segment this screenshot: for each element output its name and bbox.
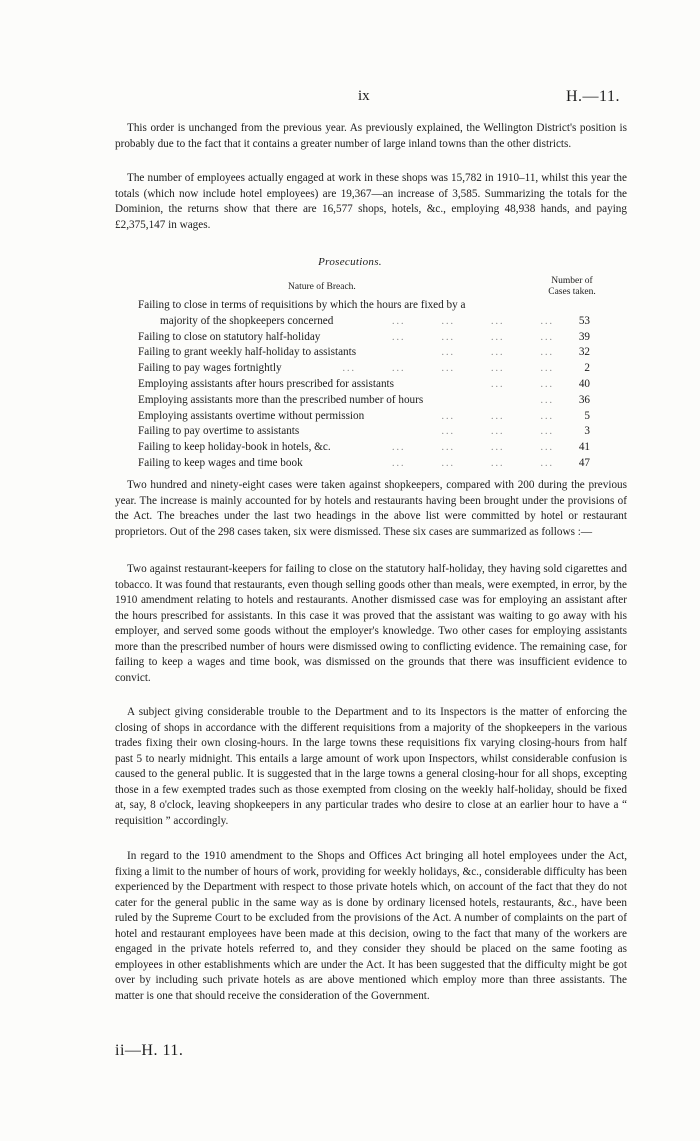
dot-leader: ... ... bbox=[491, 378, 554, 390]
breach-row bbox=[138, 424, 590, 440]
paragraph: Two hundred and ninety-eight cases were taken against shopkeepers, compared with 200 during the previous year. The increase is mainly accounted for by hotels and restaurants having been brought under the provisions of the Act. The breaches under the last two headings in the above list were committed by hotel or restaurant proprietors. Out of the 298 cases taken, six were dismissed. These six cases are summarized as follows :— bbox=[115, 479, 627, 538]
case-count: 2 bbox=[584, 362, 590, 375]
case-count: 39 bbox=[578, 330, 590, 343]
dot-leader: ... ... ... bbox=[441, 426, 554, 438]
breach-label: Employing assistants after hours prescribed for assistants bbox=[138, 377, 395, 390]
dot-leader: ... ... ... ... bbox=[392, 331, 554, 343]
breach-label: Failing to pay overtime to assistants bbox=[138, 425, 300, 438]
case-count: 40 bbox=[578, 377, 590, 390]
paragraph: Two against restaurant-keepers for failing to close on the statutory half-holiday, they having sold cigarettes and tobacco. It was found that restaurants, even though selling goods other than meals, were exempted, in error, by the 1910 amendment relating to hotels and restaurants. Another dismissed case was for employing an assistant after the hours prescribed for assistants. In this case it was proved that the assistant was waiting to go away with his employer, and served some goods without the employer's knowledge. Two other cases for employing assistants more than the prescribed number of hours were dismissed owing to conflicting evidence. The remaining case, for failing to keep a wages and time book, was dismissed on the grounds that there was insufficient evidence to convict. bbox=[115, 563, 627, 684]
paragraph: This order is unchanged from the previous year. As previously explained, the Wellington District's position is probably due to the fact that it contains a greater number of large inland towns than the other districts. bbox=[115, 122, 627, 150]
dot-leader: ... ... ... ... bbox=[392, 442, 554, 454]
breach-row bbox=[138, 314, 590, 330]
dot-leader: ... ... ... bbox=[441, 347, 554, 359]
case-count: 47 bbox=[578, 456, 590, 469]
breach-label: Failing to close in terms of requisitions by which the hours are fixed by a bbox=[138, 299, 466, 311]
breach-row bbox=[138, 377, 590, 393]
breach-row bbox=[138, 361, 590, 377]
dot-leader: ... ... ... ... bbox=[392, 457, 554, 469]
breach-label: Employing assistants overtime without permission bbox=[138, 409, 365, 422]
breach-label: Failing to grant weekly half-holiday to assistants bbox=[138, 346, 357, 359]
dot-leader: ... ... ... bbox=[441, 410, 554, 422]
column-header-nature: Nature of Breach. bbox=[288, 282, 356, 292]
paragraph: The number of employees actually engaged at work in these shops was 15,782 in 1910–11, whilst this year the totals (which now include hotel employees) are 19,367—an increase of 3,585. Summarizing the totals for the Dominion, the returns show that there are 16,577 shops, hotels, &c., employing 48,938 hands, and paying £2,375,147 in wages. bbox=[115, 172, 627, 231]
breach-label: Failing to close on statutory half-holiday bbox=[138, 330, 321, 343]
breach-label: Failing to keep holiday-book in hotels, &c. bbox=[138, 441, 331, 454]
breach-label: Employing assistants more than the prescribed number of hours bbox=[138, 393, 424, 406]
case-count: 36 bbox=[578, 393, 590, 406]
breach-row bbox=[138, 298, 590, 314]
breach-row bbox=[138, 393, 590, 409]
paragraph: In regard to the 1910 amendment to the Shops and Offices Act bringing all hotel employees under the Act, fixing a limit to the number of hours of work, providing for weekly holidays, &c., considerable difficulty has been experienced by the Department with respect to those private hotels which, on account of the fact that they do not cater for the general public in the same way as is done by ordinary licensed hotels, restaurants, &c., have been ruled by the Supreme Court to be excluded from the provisions of the Act. A number of complaints on the part of hotel and restaurant employees have been made at this decision, owing to the fact that many of the workers are engaged in the private hotels referred to, and they consider they should be placed on the same footing as employees in other establishments which are under the Act. It has been suggested that the difficulty might be got over by including such private hotels as are above mentioned which employ more than three assistants. The matter is one that should receive the consideration of the Government. bbox=[115, 850, 627, 1002]
case-count: 3 bbox=[584, 425, 590, 438]
breach-row bbox=[138, 330, 590, 346]
dot-leader: ... bbox=[540, 394, 554, 406]
case-count: 53 bbox=[578, 314, 590, 327]
breach-label: majority of the shopkeepers concerned bbox=[160, 314, 334, 327]
breach-label: Failing to pay wages fortnightly bbox=[138, 362, 282, 375]
breach-label: Failing to keep wages and time book bbox=[138, 456, 303, 469]
dot-leader: ... ... ... ... ... bbox=[342, 363, 554, 375]
paragraph: A subject giving considerable trouble to the Department and to its Inspectors is the matter of enforcing the closing of shops in accordance with the different requisitions from a majority of the shopkeepers in the various trades fixing their own closing-hours. In the large towns these requisitions fix varying closing-hours from half past 5 to nearly midnight. This entails a large amount of work upon Inspectors, whilst considerable confusion is caused to the general public. It is suggested that in the large towns a general closing-hour for all shops, excepting those in a few exempted trades such as those exempted from closing on the weekly half-holiday, should be fixed at, say, 8 o'clock, leaving shopkeepers in any particular trades who desire to close at an earlier hour to have a “ requisition ” accordingly. bbox=[115, 706, 627, 827]
signature-mark: ii—H. 11. bbox=[115, 1042, 184, 1059]
column-header-line: Cases taken. bbox=[548, 287, 596, 297]
breach-row bbox=[138, 440, 590, 456]
case-count: 32 bbox=[578, 346, 590, 359]
column-header-cases bbox=[536, 276, 608, 298]
case-count: 5 bbox=[584, 409, 590, 422]
breach-table bbox=[138, 298, 590, 472]
breach-row bbox=[138, 345, 590, 361]
breach-row bbox=[138, 409, 590, 425]
breach-row bbox=[138, 456, 590, 472]
paper-reference: H.—11. bbox=[566, 88, 620, 105]
page-number: ix bbox=[358, 88, 370, 104]
case-count: 41 bbox=[578, 441, 590, 454]
dot-leader: ... ... ... ... bbox=[392, 315, 554, 327]
section-title: Prosecutions. bbox=[318, 256, 382, 268]
column-header-line: Number of bbox=[551, 276, 593, 286]
